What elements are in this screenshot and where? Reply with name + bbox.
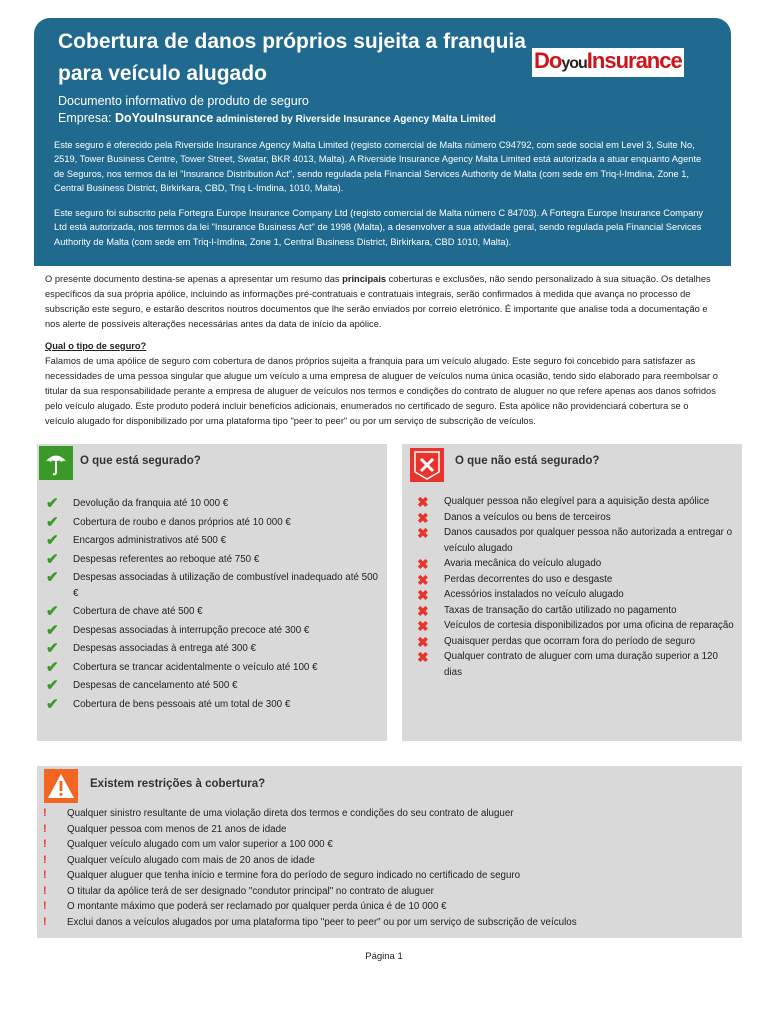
company-line — [58, 111, 496, 125]
restrictions-list — [37, 806, 737, 930]
not-covered-item-text: Qualquer pessoa não elegível para a aquisição desta apólice — [444, 496, 710, 507]
cross-icon: ✖ — [417, 509, 429, 526]
restriction-item-text: Qualquer veículo alugado com mais de 20 anos de idade — [67, 854, 315, 866]
covered-item — [43, 641, 379, 657]
logo-part-3: Insurance — [586, 48, 682, 73]
not-covered-item — [414, 634, 734, 650]
restriction-item-text: O titular da apólice terá de ser designado "condutor principal" no contrato de aluguer — [67, 885, 434, 897]
not-covered-item — [414, 603, 734, 619]
check-icon: ✔ — [46, 658, 59, 676]
check-icon: ✔ — [46, 550, 59, 568]
page-number: Página 1 — [365, 951, 403, 962]
covered-list — [43, 496, 379, 715]
covered-title: O que está segurado? — [80, 455, 201, 467]
exclamation-icon: ! — [43, 853, 47, 866]
cross-icon: ✖ — [417, 602, 429, 619]
logo-part-1: Do — [534, 48, 562, 73]
not-covered-item-text: Quaisquer perdas que ocorram fora do período de seguro — [444, 635, 696, 647]
covered-box — [37, 444, 387, 741]
restriction-item — [37, 853, 737, 869]
not-covered-item — [414, 510, 734, 526]
umbrella-icon — [39, 446, 73, 480]
not-covered-item-text: Taxas de transação do cartão utilizado no pagamento — [444, 604, 677, 616]
exclamation-icon: ! — [43, 869, 47, 881]
covered-item-text: Cobertura de chave até 500 € — [73, 606, 203, 617]
restriction-item-text: Qualquer sinistro resultante de uma violação direta dos termos e condições do seu contrato de aluguer — [67, 808, 514, 819]
covered-item — [43, 496, 379, 512]
covered-item — [43, 515, 379, 531]
header-banner — [34, 18, 731, 266]
covered-item-text: Despesas associadas à interrupção precoce até 300 € — [73, 624, 310, 636]
restriction-item-text: Qualquer veículo alugado com um valor superior a 100 000 € — [67, 839, 333, 850]
covered-item-text: Despesas de cancelamento até 500 € — [73, 680, 238, 691]
cross-icon: ✖ — [417, 587, 429, 603]
check-icon: ✔ — [46, 695, 59, 713]
covered-item-text: Cobertura de roubo e danos próprios até 10 000 € — [73, 516, 291, 528]
insurance-type-text: Falamos de uma apólice de seguro com cobertura de danos próprios sujeita a franquia para um veículo alugado. Este seguro foi concebido para satisfazer as necessidades de uma pessoa singular que alugue um veículo a uma empresa de aluguer de veículos numa única ocasião, tendo sido elaborado para reembolsar o titular da sua responsabilidade perante a empresa de aluguer de veículos nos termos e condições do contrato de aluguer no que refere apenas aos danos sofridos pelo veículo alugado. Este produto poderá incluir benefícios adicionais, enumerados no certificado de seguro. Esta apólice não providenciará cobertura se o veículo alugado for disponibilizado por uma plataforma tipo "peer to peer" ou por um serviço de subscrição de veículos. — [45, 356, 718, 426]
check-icon: ✔ — [46, 677, 59, 694]
document-subtitle: Documento informativo de produto de seguro — [58, 94, 309, 108]
check-icon: ✔ — [46, 569, 59, 586]
cross-icon: ✖ — [417, 649, 429, 665]
not-covered-box — [402, 444, 742, 741]
covered-item — [43, 678, 379, 694]
covered-item — [43, 623, 379, 639]
not-covered-list — [414, 494, 734, 680]
restriction-item-text: O montante máximo que poderá ser reclamado por qualquer perda única é de 10 000 € — [67, 901, 447, 912]
not-covered-item-text: Veículos de cortesia disponibilizados por uma oficina de reparação — [444, 620, 734, 631]
covered-item-text: Devolução da franquia até 10 000 € — [73, 498, 229, 509]
intro-paragraph — [45, 272, 720, 332]
check-icon: ✔ — [46, 640, 59, 657]
covered-item — [43, 533, 379, 549]
exclamation-icon: ! — [43, 915, 47, 928]
covered-item-text: Despesas associadas à entrega até 300 € — [73, 643, 256, 654]
restriction-item — [37, 806, 737, 822]
covered-item — [43, 570, 379, 601]
not-covered-item-text: Acessórios instalados no veículo alugado — [444, 589, 624, 600]
insurance-type-heading: Qual o tipo de seguro? — [45, 341, 147, 351]
cross-icon: ✖ — [417, 571, 429, 588]
check-icon: ✔ — [46, 621, 59, 639]
covered-item — [43, 604, 379, 620]
not-covered-item-text: Qualquer contrato de aluguer com uma duração superior a 120 dias — [444, 651, 718, 678]
company-name: DoYouInsurance — [114, 111, 214, 125]
restriction-item-text: Exclui danos a veículos alugados por uma plataforma tipo "peer to peer" ou por um serviço de subscrição de veículos — [67, 916, 577, 928]
intro-bold: principais — [342, 274, 387, 284]
restriction-item-text: Qualquer aluguer que tenha início e termine fora do período de seguro indicado no certificado de seguro — [67, 870, 521, 881]
check-icon: ✔ — [46, 603, 59, 620]
not-covered-title: O que não está segurado? — [455, 455, 600, 467]
intro-before: O presente documento destina-se apenas a apresentar um resumo das — [45, 274, 343, 284]
company-suffix: administered by Riverside Insurance Agency Malta Limited — [213, 114, 496, 125]
warning-icon — [44, 769, 78, 803]
not-covered-item — [414, 618, 734, 634]
exclamation-icon: ! — [43, 807, 47, 819]
document-title: Cobertura de danos próprios sujeita a franquia para veículo alugado — [58, 30, 526, 85]
not-covered-item-text: Danos causados por qualquer pessoa não autorizada a entregar o veículo alugado — [444, 527, 733, 554]
covered-item-text: Encargos administrativos até 500 € — [73, 535, 227, 546]
not-covered-item — [414, 525, 734, 556]
not-covered-item — [414, 649, 734, 680]
covered-item-text: Cobertura se trancar acidentalmente o veículo até 100 € — [73, 661, 318, 673]
restrictions-box — [37, 766, 742, 938]
exclamation-icon: ! — [43, 838, 47, 850]
not-covered-item-text: Perdas decorrentes do uso e desgaste — [444, 573, 613, 585]
check-icon: ✔ — [46, 532, 59, 549]
intro-after: coberturas e exclusões, não sendo personalizado à sua situação. Os detalhes específicos da sua própria apólice, incluindo as informações pré-contratuais e contratuais integrais, serão confirmados à medida que avança no processo de subscrição este seguro, e estarão descritos noutros documentos que lhe serão enviados por correio eletrónico. É importante que analise toda a documentação e nos alerte de possíveis alterações necessárias antes da data de início da apólice. — [45, 274, 711, 329]
covered-item — [43, 697, 379, 713]
restrictions-title: Existem restrições à cobertura? — [90, 778, 266, 790]
company-prefix: Empresa: — [58, 111, 115, 125]
not-covered-item — [414, 587, 734, 603]
not-covered-item — [414, 572, 734, 588]
not-covered-item — [414, 494, 734, 510]
cross-icon: ✖ — [417, 556, 429, 572]
cross-icon: ✖ — [417, 525, 429, 541]
check-icon: ✔ — [46, 495, 59, 512]
restriction-item — [37, 868, 737, 884]
x-icon — [410, 448, 444, 482]
restriction-item — [37, 822, 737, 838]
covered-item — [43, 552, 379, 568]
logo-part-2: you — [561, 55, 587, 72]
cross-icon: ✖ — [417, 494, 429, 510]
not-covered-item-text: Danos a veículos ou bens de terceiros — [444, 511, 611, 523]
cross-icon: ✖ — [417, 618, 429, 634]
restriction-item — [37, 899, 737, 915]
not-covered-item-text: Avaria mecânica do veículo alugado — [444, 558, 602, 569]
restriction-item-text: Qualquer pessoa com menos de 21 anos de idade — [67, 823, 287, 835]
covered-item-text: Cobertura de bens pessoais até um total de 300 € — [73, 698, 291, 710]
cross-icon: ✖ — [417, 633, 429, 650]
covered-item — [43, 660, 379, 676]
restriction-item — [37, 915, 737, 931]
company-logo — [532, 48, 684, 77]
check-icon: ✔ — [46, 513, 59, 531]
covered-item-text: Despesas associadas à utilização de combustível inadequado até 500 € — [73, 572, 378, 599]
exclamation-icon: ! — [43, 884, 47, 897]
not-covered-item — [414, 556, 734, 572]
restriction-item — [37, 837, 737, 853]
covered-item-text: Despesas referentes ao reboque até 750 € — [73, 553, 260, 565]
exclamation-icon: ! — [43, 822, 47, 835]
restriction-item — [37, 884, 737, 900]
insurer-paragraph: Este seguro foi subscrito pela Fortegra Europe Insurance Company Ltd (registo comercial de Malta número C 84703). A Fortegra Europe Insurance Company Ltd está autorizada, nos termos da lei "Insurance Business Act" de 1998 (Malta), a desenvolver a sua atividade geral, sendo regulada pela Financial Services Authority de Malta (com sede em Triq-l-Imdina, Zone 1, Central Business District, Birkirkara, CBD 1010, Malta). — [54, 208, 704, 247]
exclamation-icon: ! — [43, 900, 47, 912]
agent-paragraph: Este seguro é oferecido pela Riverside Insurance Agency Malta Limited (registo comercial de Malta número C94792, com sede social em Level 3, Suite No, 2519, Tower Business Centre, Tower Street, Swatar, BKR 4013, Malta). A Riverside Insurance Agency Malta Limited está autorizada a atuar enquanto Agente de Seguros, nos termos da lei "Insurance Distribution Act", sendo regulada pela Financial Services Authority de Malta (com sede em Triq-l-Imdina, Zone 1, Central Business District, Birkirkara, CBD, Triq L-Imdina, 1010, Malta). — [54, 140, 702, 193]
